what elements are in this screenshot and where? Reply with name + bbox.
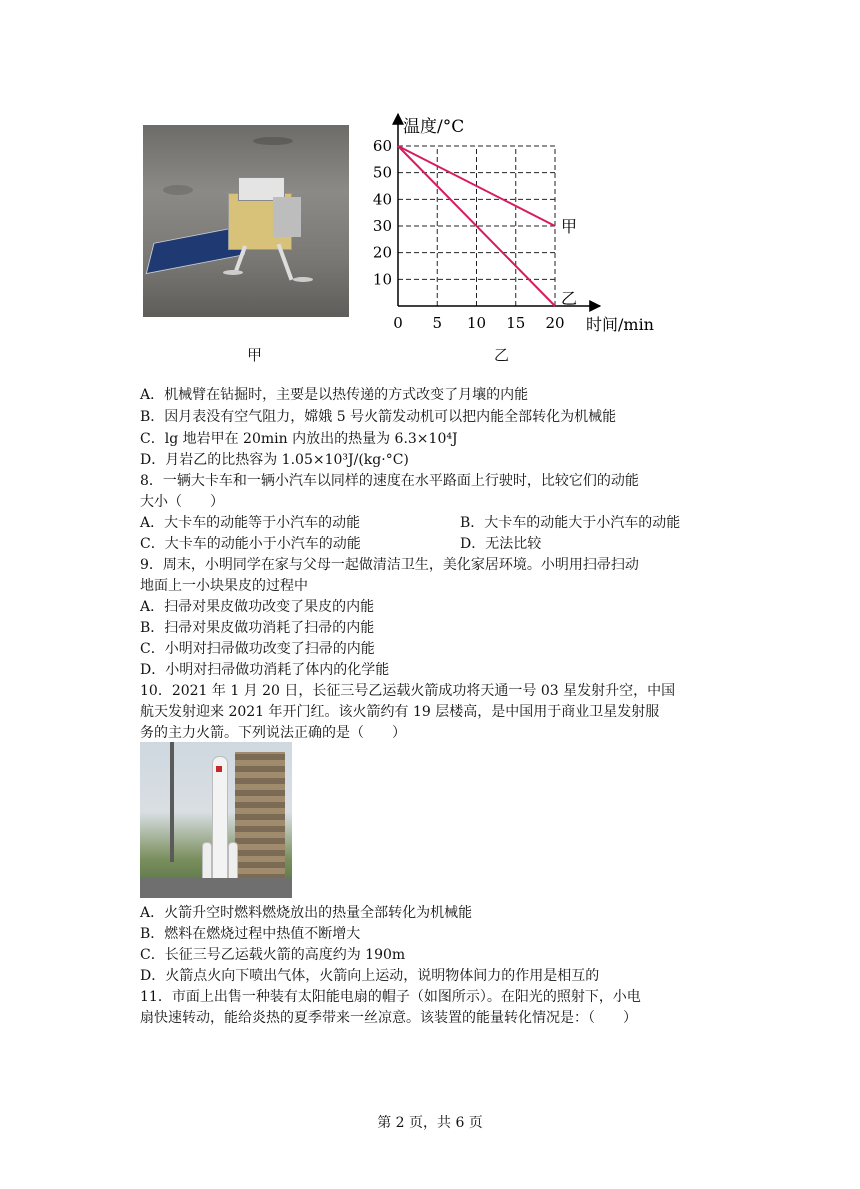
series-label-2: 乙 xyxy=(561,289,578,308)
q7-option-c: C．lg 地岩甲在 20min 内放出的热量为 6.3×10⁴J xyxy=(140,431,458,447)
temperature-time-chart xyxy=(360,110,670,340)
x-tick-label: 20 xyxy=(545,314,565,332)
lunar-lander-image xyxy=(143,125,349,317)
figure-caption-yi: 乙 xyxy=(494,346,510,364)
rocket-launch-image xyxy=(140,742,292,898)
y-tick-label: 30 xyxy=(372,217,392,235)
page-footer: 第 2 页，共 6 页 xyxy=(377,1115,483,1131)
q10-option-d: D．火箭点火向下喷出气体，火箭向上运动，说明物体间力的作用是相互的 xyxy=(140,968,600,984)
q8-option-a: A．大卡车的动能等于小汽车的动能 xyxy=(140,515,361,531)
q7-option-a: A．机械臂在钻掘时，主要是以热传递的方式改变了月壤的内能 xyxy=(140,387,529,403)
y-axis-label: 温度/°C xyxy=(403,117,465,137)
x-tick-label: 5 xyxy=(432,314,443,332)
figure-caption-jia: 甲 xyxy=(247,346,263,364)
y-tick-label: 40 xyxy=(372,190,392,209)
q9-stem-line-1: 9．周末，小明同学在家与父母一起做清洁卫生，美化家居环境。小明用扫帚扫动 xyxy=(140,557,639,573)
x-tick-label: 15 xyxy=(506,314,526,332)
q8-stem-line-2: 大小（ ） xyxy=(140,494,224,510)
q8-option-c: C．大卡车的动能小于小汽车的动能 xyxy=(140,536,361,552)
q9-stem-line-2: 地面上一小块果皮的过程中 xyxy=(140,578,308,594)
y-tick-label: 20 xyxy=(372,243,392,262)
x-tick-label: 10 xyxy=(466,314,487,332)
q9-option-c: C．小明对扫帚做功改变了扫帚的内能 xyxy=(140,641,375,657)
q10-stem-line-2: 航天发射迎来 2021 年开门红。该火箭约有 19 层楼高，是中国用于商业卫星发射服 xyxy=(140,704,660,720)
q9-option-a: A．扫帚对果皮做功改变了果皮的内能 xyxy=(140,599,375,615)
q8-stem-line-1: 8．一辆大卡车和一辆小汽车以同样的速度在水平路面上行驶时，比较它们的动能 xyxy=(140,473,639,489)
q10-option-a: A．火箭升空时燃料燃烧放出的热量全部转化为机械能 xyxy=(140,905,473,921)
q8-option-b: B．大卡车的动能大于小汽车的动能 xyxy=(460,515,681,531)
q10-stem-line-3: 务的主力火箭。下列说法正确的是（ ） xyxy=(140,725,406,741)
y-tick-label: 10 xyxy=(372,270,392,289)
q9-option-d: D．小明对扫帚做功消耗了体内的化学能 xyxy=(140,662,390,678)
q11-stem-line-2: 扇快速转动，能给炎热的夏季带来一丝凉意。该装置的能量转化情况是：（ ） xyxy=(140,1010,637,1026)
x-tick-label: 0 xyxy=(393,314,403,332)
q10-option-b: B．燃料在燃烧过程中热值不断增大 xyxy=(140,926,361,942)
q7-option-b: B．因月表没有空气阻力，嫦娥 5 号火箭发动机可以把内能全部转化为机械能 xyxy=(140,409,617,425)
q10-option-c: C．长征三号乙运载火箭的高度约为 190m xyxy=(140,947,406,963)
q9-option-b: B．扫帚对果皮做功消耗了扫帚的内能 xyxy=(140,620,375,636)
q11-stem-line-1: 11．市面上出售一种装有太阳能电扇的帽子（如图所示）。在阳光的照射下，小电 xyxy=(140,989,641,1005)
y-tick-label: 50 xyxy=(372,163,392,182)
series-label-1: 甲 xyxy=(561,217,578,236)
q8-option-d: D．无法比较 xyxy=(460,536,542,552)
y-tick-label: 60 xyxy=(372,137,392,155)
q7-option-d: D．月岩乙的比热容为 1.05×10³J/(kg·°C) xyxy=(140,452,409,468)
x-axis-label: 时间/min xyxy=(586,315,654,334)
q10-stem-line-1: 10．2021 年 1 月 20 日，长征三号乙运载火箭成功将天通一号 03 星发射升空，中国 xyxy=(140,683,676,699)
